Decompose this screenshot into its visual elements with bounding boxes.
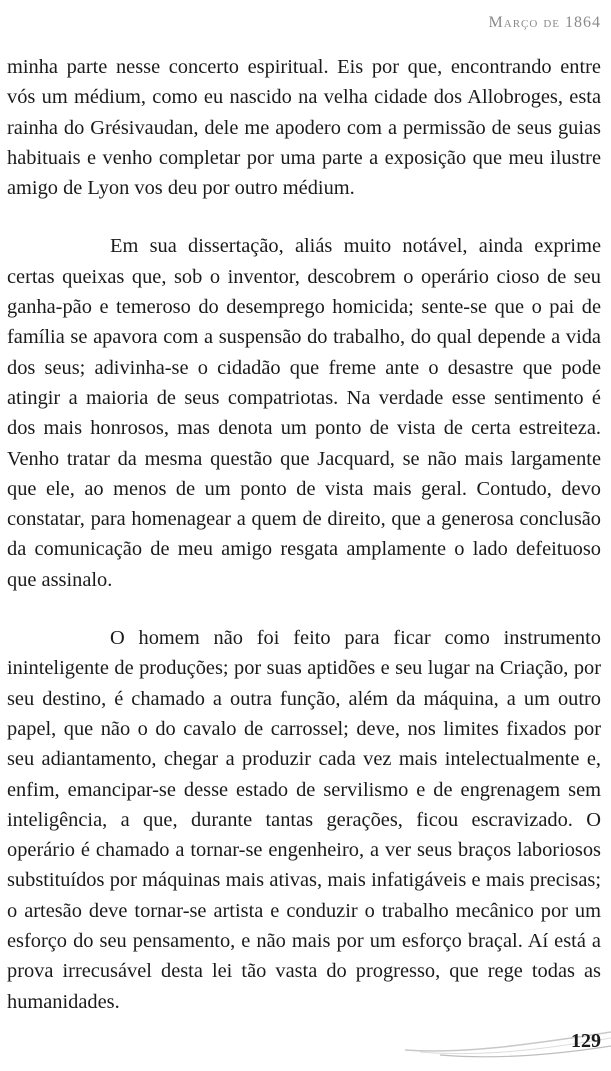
- running-header: Março de 1864: [488, 14, 601, 31]
- body-text: [7, 52, 601, 1017]
- page-number: 129: [571, 1030, 601, 1052]
- paragraph: Em sua dissertação, aliás muito notável, ainda exprime certas queixas que, sob o inventor, descobrem o operário cioso de seu ganha-pão e temeroso do desemprego homicida; sente-se que o pai de família se apavora com a suspensão do trabalho, do qual depende a vida dos seus; adivinha-se o cidadão que freme ante o desastre que pode atingir a maioria de seus compatriotas. Na verdade esse sentimento é dos mais honrosos, mas denota um ponto de vista de certa estreiteza. Venho tratar da mesma questão que Jacquard, se não mais largamente que ele, ao menos de um ponto de vista mais geral. Contudo, devo constatar, para homenagear a quem de direito, que a generosa conclusão da comunicação de meu amigo resgata amplamente o lado defeituoso que assinalo.: [7, 235, 601, 591]
- paragraph: O homem não foi feito para ficar como instrumento ininteligente de produções; por suas aptidões e seu lugar na Criação, por seu destino, é chamado a outra função, além da máquina, a um outro papel, que não o do cavalo de carrossel; deve, nos limites fixados por seu adiantamento, chegar a produzir cada vez mais intelectualmente e, enfim, emancipar-se desse estado de servilismo e de engrenagem sem inteligência, a que, durante tantas gerações, ficou escravizado. O operário é chamado a tornar-se engenheiro, a ver seus braços laboriosos substituídos por máquinas mais ativas, mais infatigáveis e mais precisas; o artesão deve tornar-se artista e conduzir o trabalho mecânico por um esforço do seu pensamento, e não mais por um esforço braçal. Aí está a prova irrecusável desta lei tão vasta do progresso, que rege todas as humanidades.: [7, 627, 601, 1013]
- paragraph-continuation: minha parte nesse concerto espiritual. Eis por que, encontrando entre vós um médium, como eu nascido na velha cidade dos Allobroges, esta rainha do Grésivaudan, dele me apodero com a permissão de seus guias habituais e venho completar por uma parte a exposição que meu ilustre amigo de Lyon vos deu por outro médium.: [7, 56, 601, 200]
